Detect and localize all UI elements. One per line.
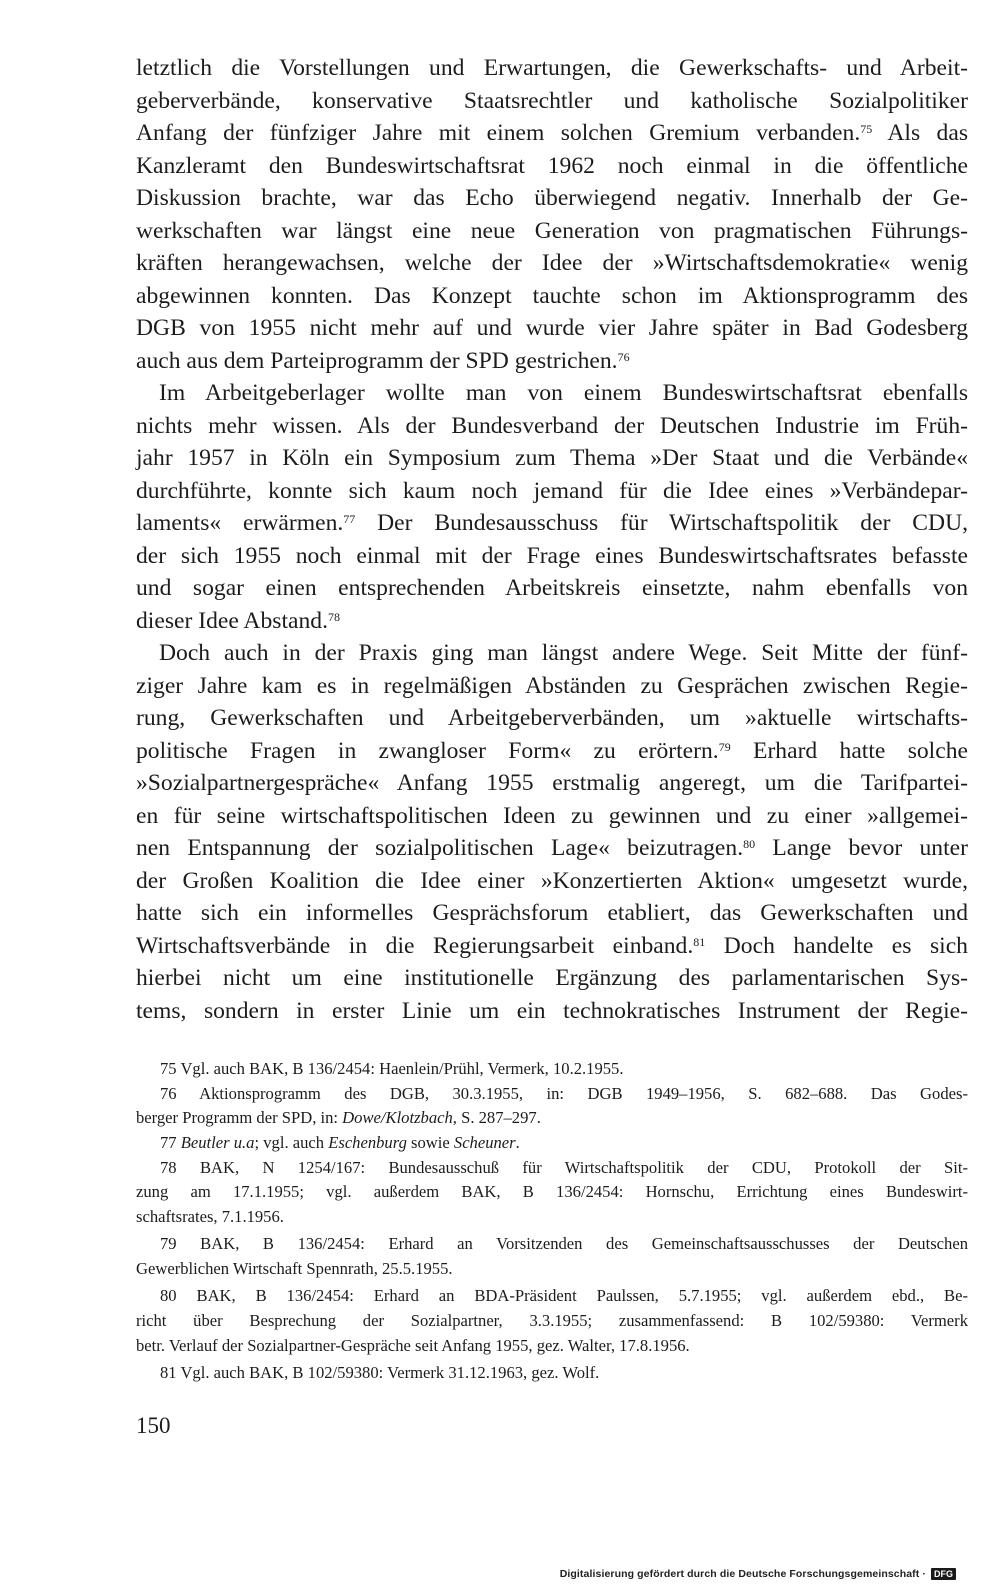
text-line: durchführte, konnte sich kaum noch jemand für die Idee eines »Verbändepar- bbox=[136, 478, 968, 504]
text-line: en für seine wirtschaftspolitischen Ideen zu gewinnen und zu einer »allgemei- bbox=[136, 803, 968, 829]
text-line: Anfang der fünfziger Jahre mit einem solchen Gremium verbanden.$^{75}$ Als das bbox=[136, 120, 969, 146]
text-line: Doch auch in der Praxis ging man längst andere Wege. Seit Mitte der fünf- bbox=[159, 640, 968, 666]
text-line: laments« erwärmen.$^{77}$ Der Bundesausschuss für Wirtschaftspolitik der CDU, bbox=[136, 510, 969, 536]
text-line: auch aus dem Parteiprogramm der SPD gestrichen.$^{76}$ bbox=[136, 348, 630, 374]
footnote-78-cont: zung am 17.1.1955; vgl. außerdem BAK, B 136/2454: Hornschu, Errichtung eines Bundeswirt- bbox=[136, 1182, 968, 1201]
footnote-79: 79 BAK, B 136/2454: Erhard an Vorsitzenden des Gemeinschaftsausschusses der Deutschen bbox=[160, 1234, 968, 1253]
text-line: »Sozialpartnergespräche« Anfang 1955 erstmalig angeregt, um die Tarifpartei- bbox=[136, 770, 968, 796]
text-line: DGB von 1955 nicht mehr auf und wurde vier Jahre später in Bad Godesberg bbox=[136, 315, 968, 341]
footnote-ref: 76 bbox=[617, 350, 630, 364]
text-line: hatte sich ein informelles Gesprächsforum etabliert, das Gewerkschaften und bbox=[136, 900, 968, 926]
footnote-78: 78 BAK, N 1254/167: Bundesausschuß für Wirtschaftspolitik der CDU, Protokoll der Sit- bbox=[160, 1158, 968, 1177]
footnote-77: 77 Beutler u.a; vgl. auch Eschenburg sowie Scheuner. bbox=[160, 1133, 520, 1152]
text-line: Im Arbeitgeberlager wollte man von einem Bundeswirtschaftsrat ebenfalls bbox=[159, 380, 968, 406]
footnote-ref: 81 bbox=[693, 935, 706, 949]
footnote-80: 80 BAK, B 136/2454: Erhard an BDA-Präsident Paulssen, 5.7.1955; vgl. außerdem ebd., Be- bbox=[160, 1286, 968, 1305]
text-line: hierbei nicht um eine institutionelle Ergänzung des parlamentarischen Sys- bbox=[136, 965, 968, 991]
text-line: politische Fragen in zwangloser Form« zu erörtern.$^{79}$ Erhard hatte solche bbox=[136, 738, 968, 764]
text-line: jahr 1957 in Köln ein Symposium zum Thema »Der Staat und die Verbände« bbox=[136, 445, 968, 471]
text-line: ziger Jahre kam es in regelmäßigen Abständen zu Gesprächen zwischen Regie- bbox=[136, 673, 968, 699]
footnote-ref: 77 bbox=[343, 512, 356, 526]
digitization-credit bbox=[560, 1565, 956, 1583]
text-line: Wirtschaftsverbände in die Regierungsarbeit einband.$^{81}$ Doch handelte es sich bbox=[136, 933, 968, 959]
footnote-79-cont: Gewerblichen Wirtschaft Spennrath, 25.5.1955. bbox=[136, 1259, 453, 1278]
footnote-ref: 79 bbox=[718, 740, 731, 754]
text-line: tems, sondern in erster Linie um ein technokratisches Instrument der Regie- bbox=[136, 998, 968, 1024]
footnote-ref: 78 bbox=[327, 610, 340, 624]
page-number: 150 bbox=[136, 1413, 171, 1438]
footnote-76: 76 Aktionsprogramm des DGB, 30.3.1955, in: DGB 1949–1956, S. 682–688. Das Godes- bbox=[160, 1084, 968, 1103]
text-line: dieser Idee Abstand.$^{78}$ bbox=[136, 608, 340, 634]
footnote-78-cont: schaftsrates, 7.1.1956. bbox=[136, 1207, 284, 1226]
text-line: der Großen Koalition die Idee einer »Konzertierten Aktion« umgesetzt wurde, bbox=[136, 868, 968, 894]
text-line: Diskussion brachte, war das Echo überwiegend negativ. Innerhalb der Ge- bbox=[136, 185, 968, 211]
text-line: nen Entspannung der sozialpolitischen Lage« beizutragen.$^{80}$ Lange bevor unter bbox=[136, 835, 968, 861]
footnote-75: 75 Vgl. auch BAK, B 136/2454: Haenlein/Prühl, Vermerk, 10.2.1955. bbox=[160, 1059, 624, 1078]
text-line: geberverbände, konservative Staatsrechtler und katholische Sozialpolitiker bbox=[136, 88, 968, 114]
dfg-logo: DFG bbox=[931, 1568, 956, 1580]
text-line: der sich 1955 noch einmal mit der Frage eines Bundeswirtschaftsrates befasste bbox=[136, 543, 968, 569]
credit-text: Digitalisierung gefördert durch die Deutsche Forschungsgemeinschaft · bbox=[559, 1568, 926, 1580]
footnote-ref: 75 bbox=[860, 122, 873, 136]
text-line: letztlich die Vorstellungen und Erwartungen, die Gewerkschafts- und Arbeit- bbox=[136, 55, 968, 81]
text-line: werkschaften war längst eine neue Generation von pragmatischen Führungs- bbox=[136, 218, 968, 244]
text-line: Kanzleramt den Bundeswirtschaftsrat 1962 noch einmal in die öffentliche bbox=[136, 153, 968, 179]
footnote-80-cont: betr. Verlauf der Sozialpartner-Gespräche seit Anfang 1955, gez. Walter, 17.8.1956. bbox=[136, 1336, 690, 1355]
footnote-ref: 80 bbox=[743, 837, 756, 851]
text-line: nichts mehr wissen. Als der Bundesverband der Deutschen Industrie im Früh- bbox=[136, 413, 968, 439]
footnote-80-cont: richt über Besprechung der Sozialpartner, 3.3.1955; zusammenfassend: B 102/59380: Vermerk bbox=[136, 1311, 968, 1330]
text-line: kräften herangewachsen, welche der Idee der »Wirtschaftsdemokratie« wenig bbox=[136, 250, 968, 276]
text-line: und sogar einen entsprechenden Arbeitskreis einsetzte, nahm ebenfalls von bbox=[136, 575, 968, 601]
footnote-81: 81 Vgl. auch BAK, B 102/59380: Vermerk 31.12.1963, gez. Wolf. bbox=[160, 1363, 600, 1382]
text-line: abgewinnen konnten. Das Konzept tauchte schon im Aktionsprogramm des bbox=[136, 283, 968, 309]
footnote-76-cont: berger Programm der SPD, in: Dowe/Klotzbach, S. 287–297. bbox=[136, 1108, 541, 1127]
text-line: rung, Gewerkschaften und Arbeitgeberverbänden, um »aktuelle wirtschafts- bbox=[136, 705, 968, 731]
